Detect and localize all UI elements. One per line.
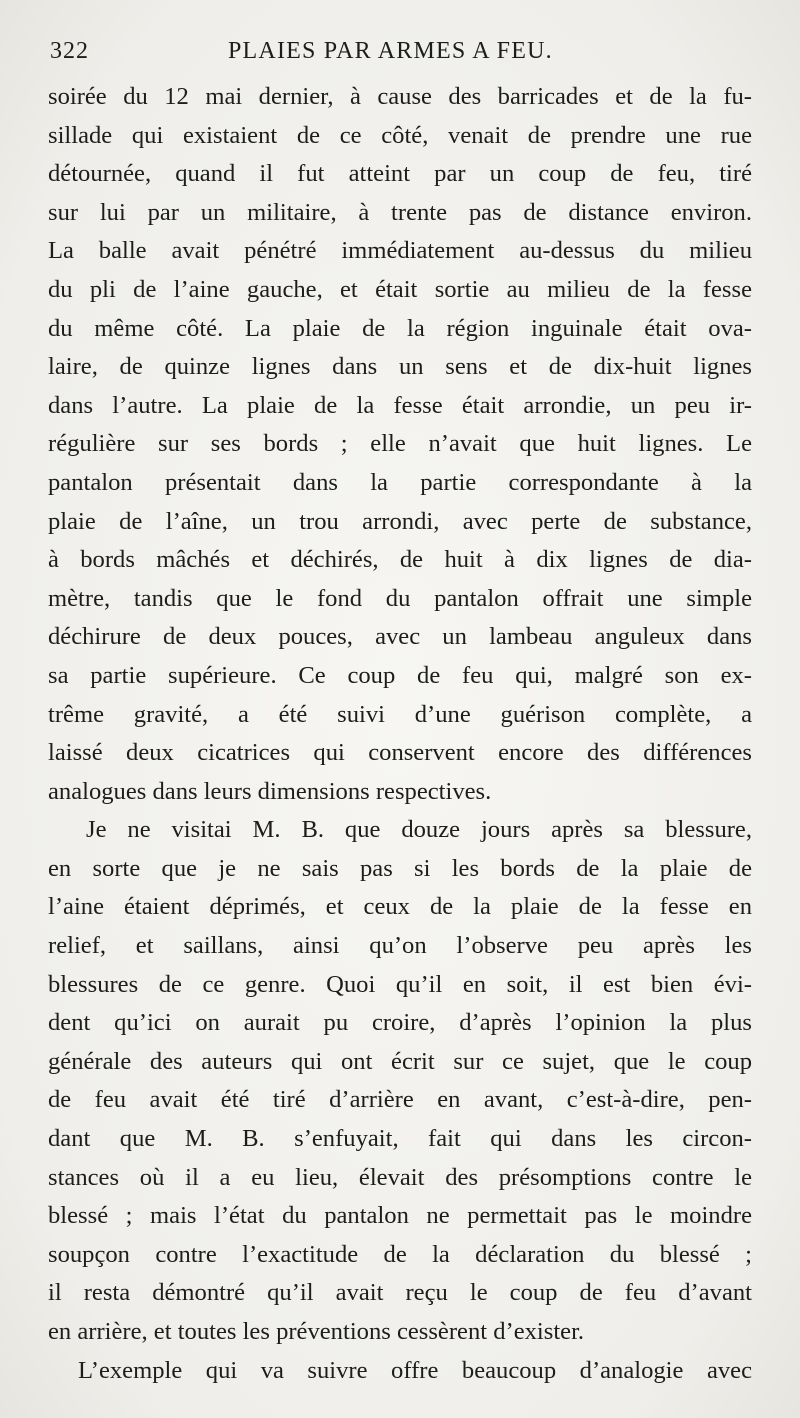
- text-line: dans l’autre. La plaie de la fesse était arrondie, un peu ir-: [48, 391, 752, 419]
- text-line: stances où il a eu lieu, élevait des présomptions contre le: [48, 1163, 752, 1191]
- text-line: du pli de l’aine gauche, et était sortie au milieu de la fesse: [48, 275, 752, 303]
- page-footer: [0, 1390, 800, 1410]
- text-line: détournée, quand il fut atteint par un coup de feu, tiré: [48, 160, 752, 188]
- text-line: dant que M. B. s’enfuyait, fait qui dans les circon-: [48, 1125, 752, 1153]
- text-line: dent qu’ici on aurait pu croire, d’après l’opinion la plus: [48, 1009, 752, 1037]
- text-line: pantalon présentait dans la partie correspondante à la: [48, 468, 752, 496]
- text-line: il resta démontré qu’il avait reçu le coup de feu d’avant: [48, 1279, 752, 1307]
- text-line: sur lui par un militaire, à trente pas de distance environ.: [48, 198, 752, 226]
- page-header: [50, 38, 750, 78]
- text-line: générale des auteurs qui ont écrit sur ce sujet, que le coup: [48, 1047, 752, 1075]
- text-line: sillade qui existaient de ce côté, venait de prendre une rue: [48, 121, 752, 149]
- text-line: de feu avait été tiré d’arrière en avant, c’est-à-dire, pen-: [48, 1086, 752, 1114]
- text-line: laire, de quinze lignes dans un sens et de dix-huit lignes: [48, 353, 752, 381]
- text-line: soupçon contre l’exactitude de la déclaration du blessé ;: [48, 1240, 752, 1268]
- text-line: sa partie supérieure. Ce coup de feu qui, malgré son ex-: [48, 661, 752, 689]
- text-line: à bords mâchés et déchirés, de huit à dix lignes de dia-: [48, 546, 752, 574]
- running-head: PLAIES PAR ARMES A FEU.: [228, 38, 553, 64]
- text-line: mètre, tandis que le fond du pantalon offrait une simple: [48, 584, 752, 612]
- text-line: régulière sur ses bords ; elle n’avait que huit lignes. Le: [48, 430, 752, 458]
- text-line: laissé deux cicatrices qui conservent encore des différences: [48, 739, 752, 767]
- text-line: soirée du 12 mai dernier, à cause des barricades et de la fu-: [48, 83, 752, 110]
- text-line: plaie de l’aîne, un trou arrondi, avec perte de substance,: [48, 507, 752, 535]
- text-line: en sorte que je ne sais pas si les bords de la plaie de: [48, 854, 752, 882]
- text-line: La balle avait pénétré immédiatement au-dessus du milieu: [48, 237, 752, 265]
- text-line: Je ne visitai M. B. que douze jours après sa blessure,: [86, 816, 752, 844]
- text-line: trême gravité, a été suivi d’une guérison complète, a: [48, 700, 752, 728]
- text-line: analogues dans leurs dimensions respectives.: [48, 777, 492, 805]
- body-text: [48, 78, 752, 1390]
- text-line: déchirure de deux pouces, avec un lambeau anguleux dans: [48, 623, 752, 651]
- text-line: blessures de ce genre. Quoi qu’il en soit, il est bien évi-: [48, 970, 752, 998]
- page-number: 322: [50, 38, 89, 64]
- text-line: l’aine étaient déprimés, et ceux de la plaie de la fesse en: [48, 893, 752, 921]
- text-line: du même côté. La plaie de la région inguinale était ova-: [48, 314, 752, 342]
- text-line: en arrière, et toutes les préventions cessèrent d’exister.: [48, 1318, 585, 1345]
- text-line: blessé ; mais l’état du pantalon ne permettait pas le moindre: [48, 1202, 752, 1230]
- text-line: relief, et saillans, ainsi qu’on l’observe peu après les: [48, 932, 752, 960]
- text-line: L’exemple qui va suivre offre beaucoup d’analogie avec: [78, 1356, 752, 1384]
